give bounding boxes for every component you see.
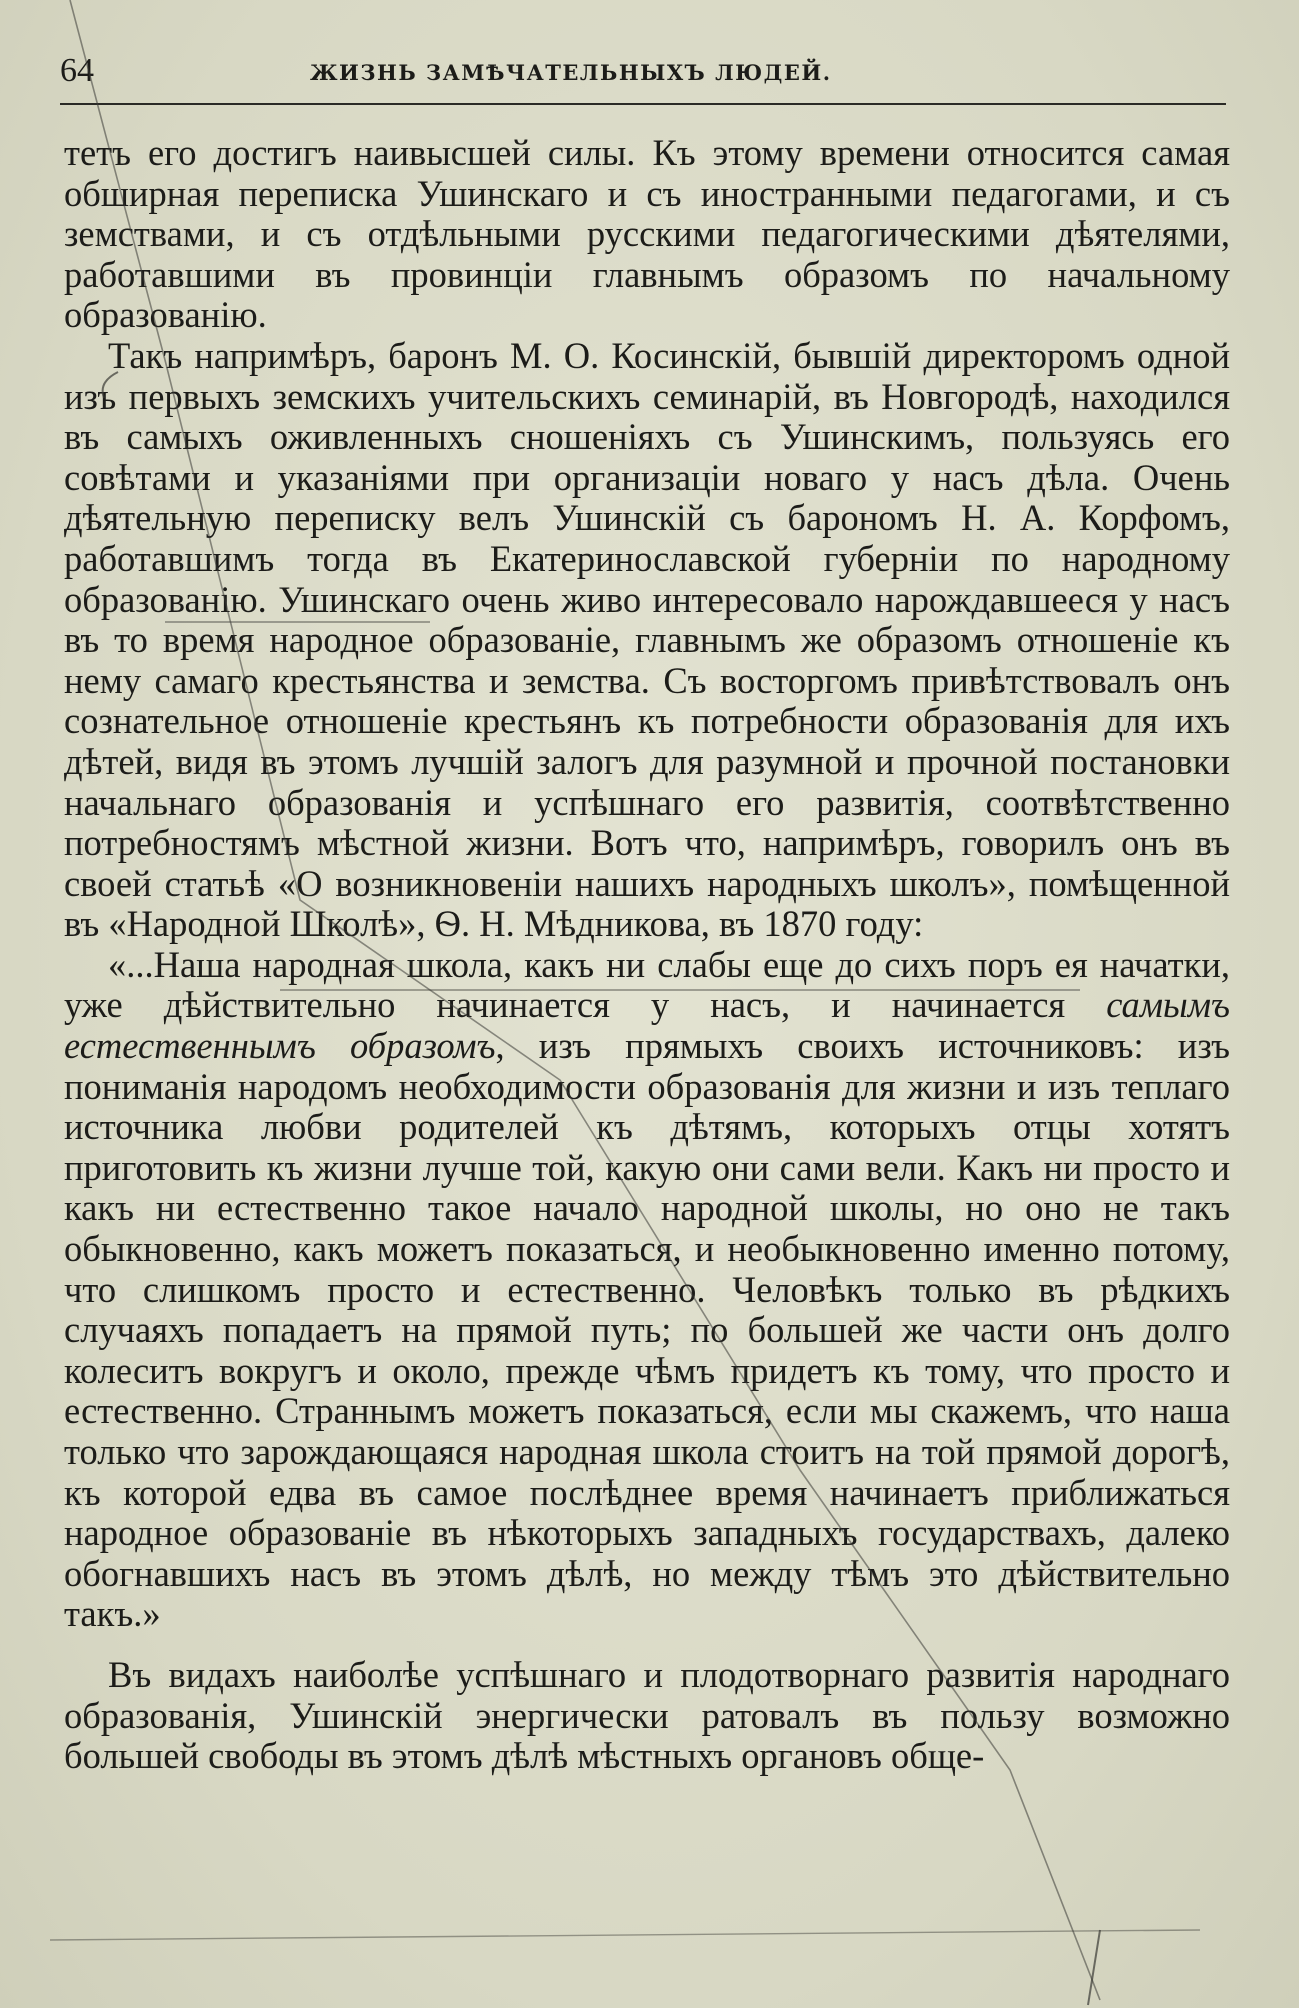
running-head: ЖИЗНЬ ЗАМѢЧАТЕЛЬНЫХЪ ЛЮДЕЙ. (310, 60, 832, 85)
body-text (64, 133, 1230, 1777)
quote-italic-emphasis: самымъ естественнымъ образомъ (64, 984, 1230, 1067)
page-number: 64 (60, 52, 94, 89)
page-header (60, 52, 1226, 100)
paragraph-final: Въ видахъ наиболѣе успѣшнаго и плодотворнаго развитія народнаго образованія, Ушинскій энергически ратовалъ въ пользу возможно большей свободы въ этомъ дѣлѣ мѣстныхъ органовъ обще- (64, 1653, 1230, 1777)
paragraph-korf: Такъ напримѣръ, баронъ М. О. Косинскій, бывшій директоромъ одной изъ первыхъ земскихъ учительскихъ семинарій, въ Новгородѣ, находился въ самыхъ оживленныхъ сношеніяхъ съ Ушинскимъ, пользуясь его совѣтами и указаніями при организаціи новаго у насъ дѣла. Очень дѣятельную переписку велъ Ушинскій съ барономъ Н. А. Корфомъ, работавшимъ тогда въ Екатеринославской губерніи по народному образованію. Ушинскаго очень живо интересовало нарождавшееся у насъ въ то время народное образованіе, главнымъ же образомъ отношеніе къ нему самаго крестьянства и земства. Съ восторгомъ привѣтствовалъ онъ сознательное отношеніе крестьянъ къ потребности образованія для ихъ дѣтей, видя въ этомъ лучшій залогъ для разумной и прочной постановки начальнаго образованія и успѣшнаго его развитія, соотвѣтственно потребностямъ мѣстной жизни. Вотъ что, напримѣръ, говорилъ онъ въ своей статьѣ «О возникновеніи нашихъ народныхъ школъ», помѣщенной въ «Народной Школѣ», Ѳ. Н. Мѣдникова, въ 1870 году: (64, 334, 1230, 945)
pencil-bottom-line (50, 1930, 1200, 1940)
pencil-corner-tick (1088, 1930, 1100, 2005)
quote-text-start: «...Наша народная школа, какъ ни слабы еще до сихъ поръ ея начатки, уже дѣйствительно начинается у насъ, и начинается (64, 943, 1230, 1026)
header-rule (60, 103, 1226, 105)
quote-text-end: , изъ прямыхъ своихъ источниковъ: изъ пониманія народомъ необходимости образованія для жизни и изъ теплаго источника любви родителей къ дѣтямъ, которыхъ отцы хотятъ приготовить къ жизни лучше той, какую они сами вели. Какъ ни просто и какъ ни естественно такое начало народной школы, но оно не такъ обыкновенно, какъ можетъ показаться, и необыкновенно именно потому, что слишкомъ просто и естественно. Человѣкъ только въ рѣдкихъ случаяхъ попадаетъ на прямой путь; по большей же части онъ долго колеситъ вокругъ и около, прежде чѣмъ придетъ къ тому, что просто и естественно. Страннымъ можетъ показаться, если мы скажемъ, что наша только что зарождающаяся народная школа стоитъ на той прямой дорогѣ, къ которой едва въ самое послѣднее время начинаетъ приближаться народное образованіе въ нѣкоторыхъ западныхъ государствахъ, далеко обогнавшихъ насъ въ этомъ дѣлѣ, но между тѣмъ это дѣйствительно такъ.» (64, 1025, 1231, 1635)
paragraph-quote (64, 945, 1230, 1635)
paragraph-continued: тетъ его достигъ наивысшей силы. Къ этому времени относится самая обширная переписка Ушинскаго и съ иностранными педагогами, и съ земствами, и съ отдѣльными русскими педагогическими дѣятелями, работавшими въ провинціи главнымъ образомъ по начальному образованію. (64, 132, 1230, 336)
